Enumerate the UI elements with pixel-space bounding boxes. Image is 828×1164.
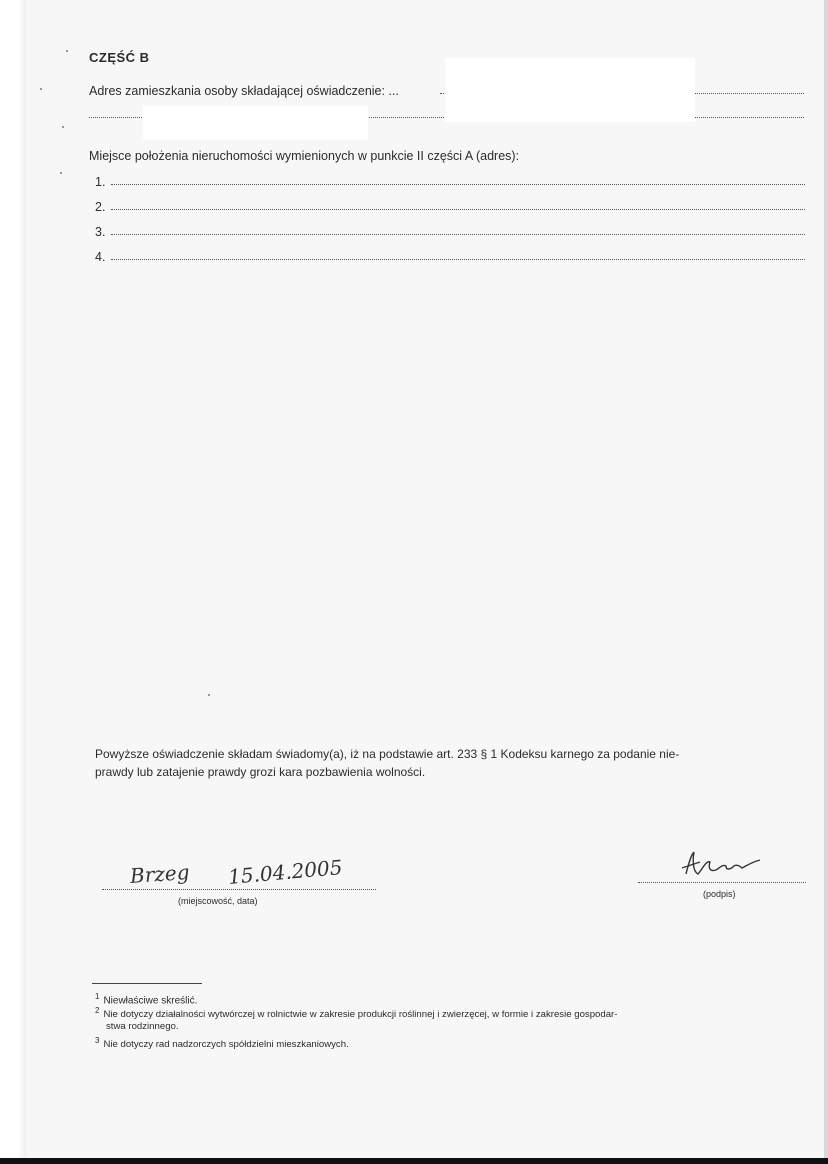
declaration-line-1: Powyższe oświadczenie składam świadomy(a), iż na podstawie art. 233 § 1 Kodeksu karnego za podanie nie- bbox=[95, 747, 680, 761]
signature-caption: (podpis) bbox=[703, 889, 736, 899]
handwritten-date: 15.04.2005 bbox=[227, 855, 344, 889]
property-line-number: 3. bbox=[95, 225, 106, 239]
footnote-2 bbox=[95, 1006, 617, 1020]
footnote-number: 3 bbox=[95, 1036, 100, 1045]
property-label: Miejsce położenia nieruchomości wymienionych w punkcie II części A (adres): bbox=[89, 149, 520, 163]
footnote-text: stwa rodzinnego. bbox=[106, 1021, 179, 1032]
scan-speck bbox=[208, 694, 210, 696]
footnote-3 bbox=[95, 1036, 349, 1050]
redaction-box bbox=[143, 106, 368, 140]
footnote-text: Niewłaściwe skreślić. bbox=[103, 995, 198, 1007]
footnote-text: Nie dotyczy rad nadzorczych spółdzielni mieszkaniowych. bbox=[103, 1039, 349, 1051]
property-line-2 bbox=[111, 209, 805, 210]
scan-speck bbox=[60, 172, 62, 174]
property-line-number: 4. bbox=[95, 250, 106, 264]
footnote-number: 1 bbox=[95, 992, 100, 1001]
address-label: Adres zamieszkania osoby składającej oświadczenie: ... bbox=[89, 84, 399, 98]
place-date-caption: (miejscowość, data) bbox=[178, 896, 258, 906]
scan-speck bbox=[66, 50, 68, 52]
property-line-3 bbox=[111, 234, 805, 235]
section-title: CZĘŚĆ B bbox=[89, 50, 150, 65]
property-line-1 bbox=[111, 184, 805, 185]
handwritten-place: Brzeg bbox=[129, 859, 191, 889]
property-line-number: 2. bbox=[95, 200, 106, 214]
footnote-2-continuation bbox=[106, 1021, 179, 1032]
redaction-box bbox=[445, 58, 695, 122]
scan-edge bbox=[0, 0, 26, 1164]
footnote-text: Nie dotyczy działalności wytwórczej w rolnictwie w zakresie produkcji roślinnej i zwierzęcej, w formie i zakresie gospodar- bbox=[103, 1009, 618, 1021]
footnote-1 bbox=[95, 992, 197, 1006]
signature-scribble bbox=[680, 848, 770, 882]
scan-speck bbox=[62, 126, 64, 128]
scan-bottom-edge bbox=[0, 1158, 828, 1164]
declaration-line-2: prawdy lub zatajenie prawdy grozi kara pozbawienia wolności. bbox=[95, 765, 426, 779]
scan-edge-right bbox=[824, 0, 828, 1164]
place-date-dotted-line bbox=[102, 889, 376, 890]
property-line-number: 1. bbox=[95, 175, 106, 189]
property-line-4 bbox=[111, 259, 805, 260]
signature-dotted-line bbox=[638, 882, 806, 883]
footnote-number: 2 bbox=[95, 1006, 100, 1015]
scan-speck bbox=[40, 88, 42, 90]
footnote-separator bbox=[92, 983, 202, 984]
